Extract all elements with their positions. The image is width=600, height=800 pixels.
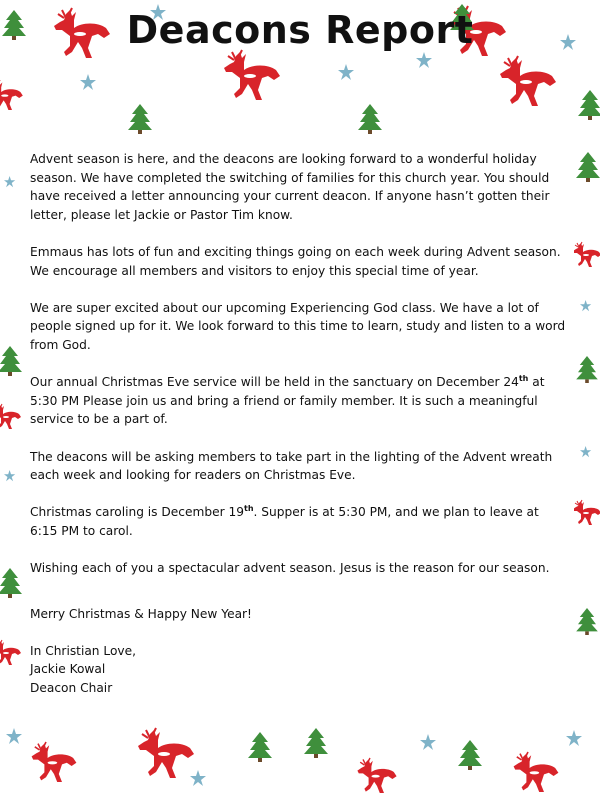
reindeer-icon	[357, 758, 396, 793]
christmas-tree-icon	[578, 90, 600, 120]
christmas-tree-icon	[358, 104, 382, 134]
reindeer-icon	[573, 242, 600, 267]
page-title: Deacons Report	[126, 8, 474, 52]
star-icon	[4, 176, 15, 187]
star-icon	[580, 300, 591, 311]
report-body	[30, 150, 570, 698]
signer-title: Deacon Chair	[30, 681, 113, 696]
paragraph-christmas-caroling: Christmas caroling is December 19th. Supper is at 5:30 PM, and we plan to leave at 6:15 PM to carol.	[30, 504, 539, 538]
christmas-tree-icon	[576, 356, 598, 383]
reindeer-icon	[0, 404, 21, 429]
signer-name: Jackie Kowal	[30, 662, 106, 677]
christmas-tree-icon	[458, 740, 482, 770]
reindeer-icon	[0, 80, 23, 110]
star-icon	[4, 470, 15, 481]
star-icon	[420, 734, 436, 750]
christmas-tree-icon	[0, 568, 22, 598]
paragraph-emmaus-events: Emmaus has lots of fun and exciting things going on each week during Advent season. We encourage all members and visitors to enjoy this special time of year.	[30, 244, 561, 278]
star-icon	[190, 770, 206, 786]
christmas-tree-icon	[248, 732, 272, 762]
reindeer-icon	[138, 728, 194, 778]
christmas-tree-icon	[0, 346, 22, 376]
reindeer-icon	[573, 500, 600, 525]
greeting: Merry Christmas & Happy New Year!	[30, 606, 252, 621]
star-icon	[580, 446, 591, 457]
star-icon	[566, 730, 582, 746]
star-icon	[338, 64, 354, 80]
christmas-tree-icon	[304, 728, 328, 758]
paragraph-advent-season: Advent season is here, and the deacons are looking forward to a wonderful holiday season. We have completed the switching of families for this church year. You should have received a letter announcing your current deacon. If anyone hasn’t gotten their letter, please let Jackie or Pastor Tim know.	[30, 152, 550, 222]
reindeer-icon	[32, 742, 77, 782]
christmas-tree-icon	[576, 152, 600, 182]
reindeer-icon	[224, 50, 280, 100]
paragraph-experiencing-god-class: We are super excited about our upcoming Experiencing God class. We have a lot of people signed up for it. We look forward to this time to learn, study and listen to a word from God.	[30, 300, 566, 352]
reindeer-icon	[514, 752, 559, 792]
paragraph-advent-wreath: The deacons will be asking members to take part in the lighting of the Advent wreath each week and looking for readers on Christmas Eve.	[30, 449, 553, 483]
paragraph-christmas-eve-service: Our annual Christmas Eve service will be held in the sanctuary on December 24th at 5:30 PM Please join us and bring a friend or family member. It is such a meaningful service to be a part of.	[30, 374, 545, 427]
closing: In Christian Love,	[30, 643, 137, 658]
paragraph-wishing: Wishing each of you a spectacular advent season. Jesus is the reason for our season.	[30, 561, 550, 576]
star-icon	[80, 74, 96, 90]
star-icon	[416, 52, 432, 68]
christmas-tree-icon	[576, 608, 598, 635]
reindeer-icon	[0, 640, 21, 665]
star-icon	[6, 728, 22, 744]
reindeer-icon	[500, 56, 556, 106]
christmas-tree-icon	[128, 104, 152, 134]
